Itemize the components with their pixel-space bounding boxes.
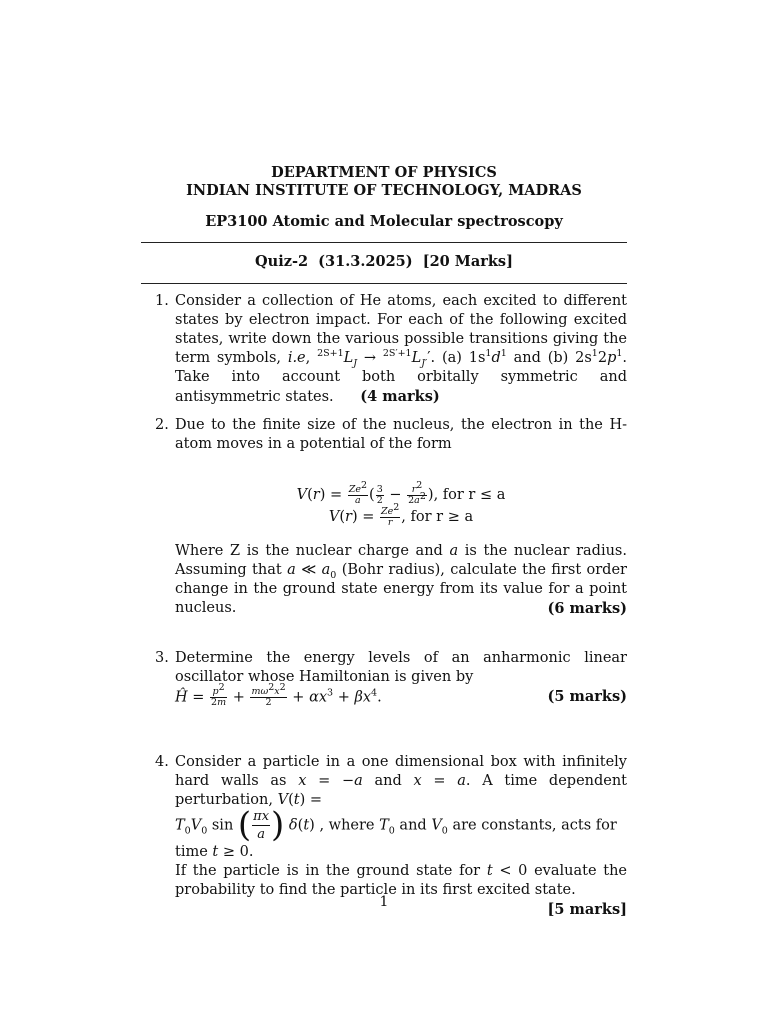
equation-inner: V(r) = $\frac{Ze^2}{a}$ ( $\frac{3}{2}$ − $\frac{r^2}{2a^2}$ ), for r ≤ a bbox=[296, 479, 506, 506]
page-number: 1 bbox=[379, 894, 389, 910]
question-body-2: If the particle is in the ground state for t < 0 evaluate the probability to find the particle in its first excited state. [5 marks] bbox=[175, 863, 627, 918]
question-body: Consider a particle in a one dimensional box with infinitely hard walls as x = −a and x = a. A time dependent perturbation, V(t) = bbox=[175, 754, 628, 808]
department-title: DEPARTMENT OF PHYSICS bbox=[271, 164, 497, 181]
question-text: , where bbox=[319, 817, 380, 834]
question-marks: (6 marks) bbox=[547, 600, 627, 617]
question-text: . (a) 1s bbox=[430, 350, 486, 366]
question-marks: (5 marks) bbox=[547, 688, 627, 705]
potential-equation bbox=[175, 479, 627, 528]
top-rule bbox=[141, 242, 627, 243]
question-number: 1. bbox=[155, 293, 169, 309]
institute-title: INDIAN INSTITUTE OF TECHNOLOGY, MADRAS bbox=[186, 182, 582, 199]
question-text: Where Z is the nuclear charge and bbox=[175, 543, 450, 559]
question-text: and bbox=[362, 773, 414, 789]
equation-outer: V(r) = $\frac{Ze^2}{r}$ , for r ≥ a bbox=[328, 501, 474, 528]
question-text: are constants, acts for time bbox=[175, 817, 617, 860]
question-text: Consider a collection of He atoms, each excited to different states by electron impact. For each of the following excited states, write down the various possible transitions giving the term symbols, bbox=[175, 293, 627, 366]
question-text: . A time dependent perturbation, bbox=[175, 773, 628, 808]
hamiltonian-equation: Ĥ = $\frac{p^2}{2m}$ + $\frac{m\omega^2x^2}{2}$ + $\alpha x^3 + \beta x^4$. (5 marks) bbox=[175, 681, 627, 708]
course-title: EP3100 Atomic and Molecular spectroscopy bbox=[205, 213, 563, 230]
question-number: 4. bbox=[155, 754, 169, 770]
question-marks: (4 marks) bbox=[360, 388, 440, 405]
question-intro: Due to the finite size of the nucleus, the electron in the H-atom moves in a potential of the form bbox=[175, 417, 627, 452]
question-number: 3. bbox=[155, 650, 169, 666]
question-text: Determine the energy levels of an anharmonic linear oscillator whose Hamiltonian is given by bbox=[175, 650, 627, 685]
question-text: and (b) 2s bbox=[506, 350, 592, 366]
question-body: Consider a collection of He atoms, each excited to different states by electron impact. For each of the following excited states, write down the various possible transitions giving the term symbols, i.e, $^{2S+1}L_J \to ^{2S'+1}L_{J'}'$. (a) $1s^1d^1$ and (b) $2s^12p^1$. Take into account both orbitally symmetric and antisymmetric states. (4 marks) bbox=[175, 293, 628, 405]
perturbation-line: $T_0V_0$ sin ( $\frac{\pi x}{a}$ ) δ(t) , where $T_0$ and $V_0$ are constants, acts for time t ≥ 0. bbox=[175, 805, 617, 860]
bottom-rule bbox=[141, 283, 627, 284]
question-text: . Take into account both orbitally symmetric and antisymmetric states. bbox=[175, 350, 628, 405]
question-number: 2. bbox=[155, 417, 169, 433]
quiz-title: Quiz-2 (31.3.2025) [20 Marks] bbox=[255, 253, 513, 270]
question-text: evaluate the probability to find the particle in its first excited state. bbox=[175, 863, 627, 898]
question-text: If the particle is in the ground state for bbox=[175, 863, 487, 879]
question-text: and bbox=[394, 817, 432, 834]
question-text: is the nuclear radius. Assuming that bbox=[175, 543, 627, 578]
question-2 bbox=[155, 416, 627, 618]
equation-condition: , for r ≤ a bbox=[433, 487, 506, 503]
question-1 bbox=[155, 292, 627, 407]
question-body: Where Z is the nuclear charge and a is the nuclear radius. Assuming that a ≪ $a_0$ (Bohr radius), calculate the first order change in the ground state energy from its value for a point nucleus. (6 marks) bbox=[175, 543, 627, 617]
question-text: (Bohr radius), calculate the first order change in the ground state energy from its value for a point nucleus. bbox=[175, 562, 627, 616]
question-text: Consider a particle in a one dimensional box with infinitely hard walls as bbox=[175, 754, 627, 789]
equation-condition: , for r ≥ a bbox=[401, 509, 474, 525]
question-body bbox=[175, 649, 627, 687]
question-marks: [5 marks] bbox=[547, 901, 627, 918]
question-3 bbox=[155, 649, 627, 708]
